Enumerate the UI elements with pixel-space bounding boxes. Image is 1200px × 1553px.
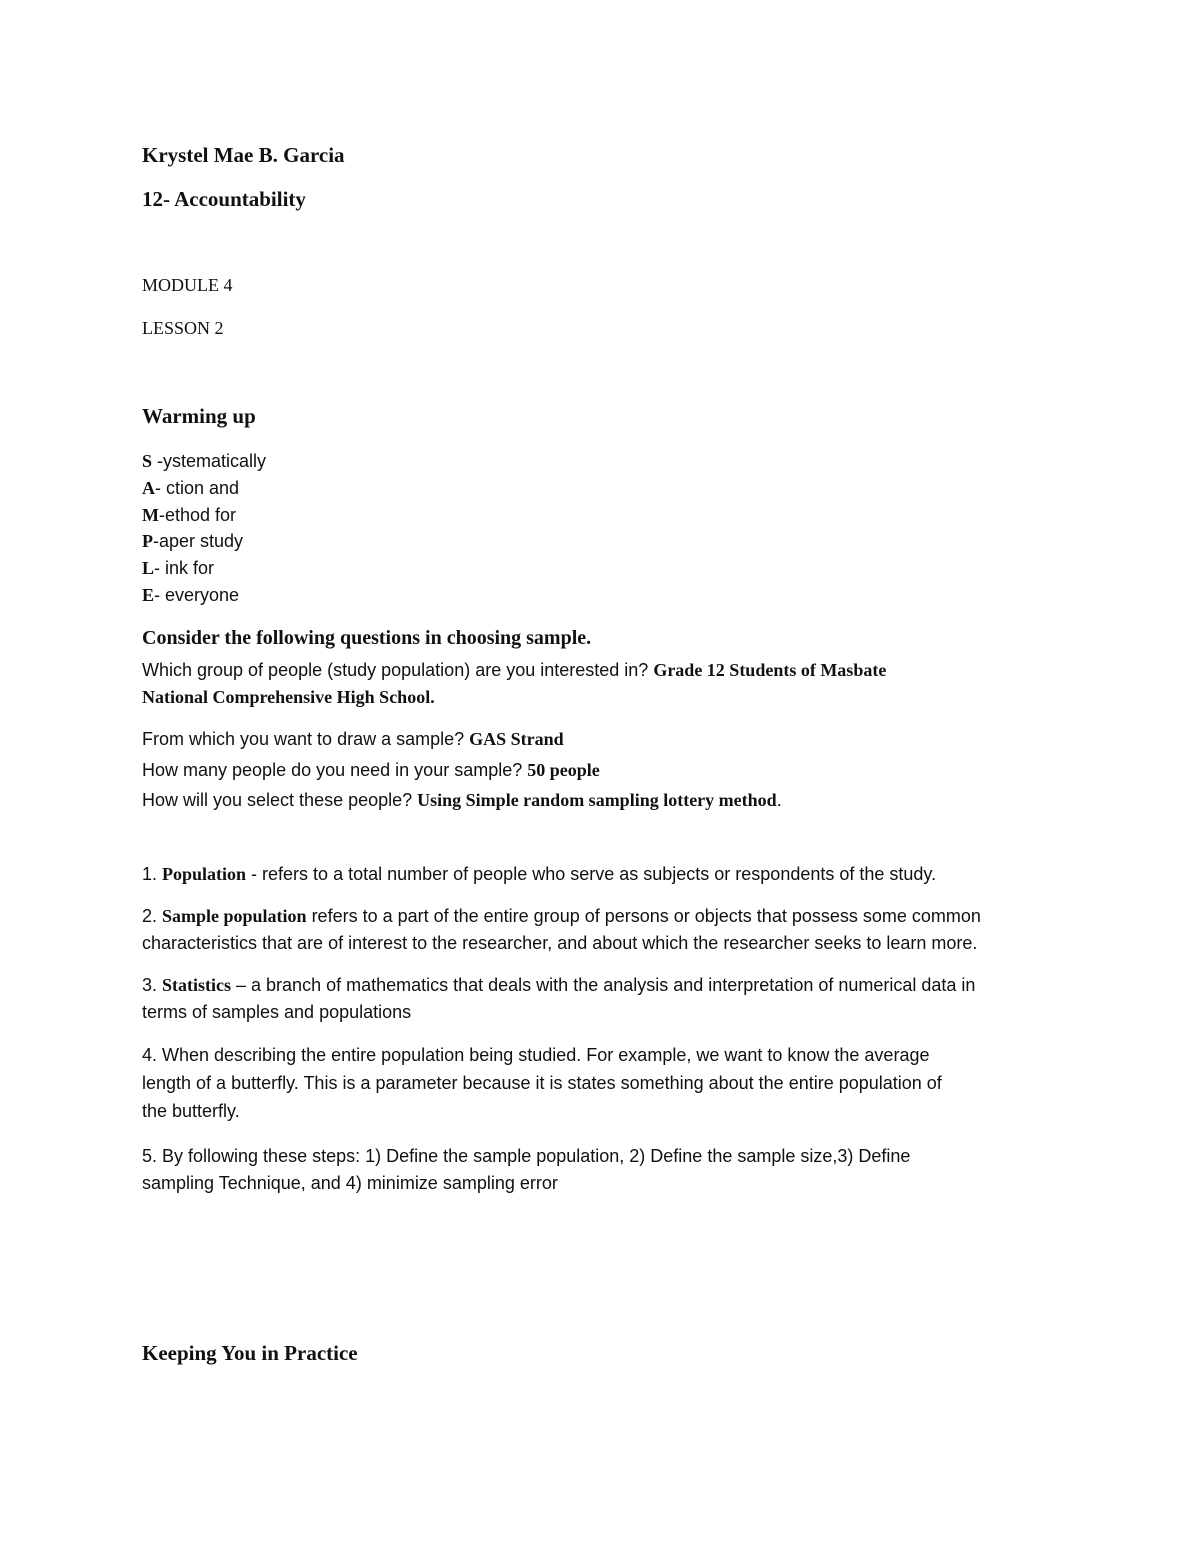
acrostic-rest: - ction and <box>155 478 240 498</box>
question-1 <box>142 660 886 681</box>
answer-text: 50 people <box>527 760 600 780</box>
item-text: refers to a part of the entire group of persons or objects that possess some common <box>306 906 981 926</box>
module-label: MODULE 4 <box>142 275 233 295</box>
item-term: Statistics <box>162 975 232 995</box>
item-4-line-2: length of a butterfly. This is a parameter because it is states something about the entire population of <box>142 1073 942 1093</box>
acrostic-letter: M <box>142 505 159 525</box>
item-2-continued: characteristics that are of interest to the researcher, and about which the researcher seeks to learn more. <box>142 933 978 953</box>
answer-text: GAS Strand <box>469 729 564 749</box>
lesson-label: LESSON 2 <box>142 318 224 338</box>
acrostic-letter: E <box>142 585 155 605</box>
acrostic-line <box>142 585 239 606</box>
keeping-practice-heading: Keeping You in Practice <box>142 1341 358 1365</box>
question-text: How will you select these people? <box>142 790 418 810</box>
acrostic-line <box>142 451 266 472</box>
item-4-line-3: the butterfly. <box>142 1101 240 1121</box>
question-text: How many people do you need in your sample? <box>142 760 528 780</box>
acrostic-rest: - ink for <box>154 558 215 578</box>
question-text: Which group of people (study population) are you interested in? <box>142 660 654 680</box>
answer-1-continued: National Comprehensive High School. <box>142 687 435 707</box>
answer-period: . <box>776 790 782 810</box>
acrostic-line <box>142 531 243 552</box>
acrostic-rest: -ethod for <box>159 505 237 525</box>
acrostic-line <box>142 505 236 526</box>
question-2 <box>142 729 564 750</box>
item-3 <box>142 975 975 996</box>
item-number: 1. <box>142 864 163 884</box>
question-text: From which you want to draw a sample? <box>142 729 470 749</box>
acrostic-rest: - everyone <box>154 585 240 605</box>
acrostic-letter: P <box>142 531 153 551</box>
acrostic-line <box>142 478 239 499</box>
answer-text: Grade 12 Students of Masbate <box>653 660 887 680</box>
item-3-continued: terms of samples and populations <box>142 1002 412 1022</box>
warming-up-heading: Warming up <box>142 404 256 428</box>
item-text: - refers to a total number of people who serve as subjects or respondents of the study. <box>246 864 937 884</box>
item-5-line-1: 5. By following these steps: 1) Define the sample population, 2) Define the sample size,3) Define <box>142 1146 911 1166</box>
question-4 <box>142 790 782 811</box>
class-section: 12- Accountability <box>142 187 306 211</box>
answer-text: Using Simple random sampling lottery method <box>417 790 777 810</box>
acrostic-letter: A <box>142 478 155 498</box>
item-term: Sample population <box>162 906 307 926</box>
author-name: Krystel Mae B. Garcia <box>142 143 345 167</box>
item-2 <box>142 906 981 927</box>
acrostic-letter: S <box>142 451 153 471</box>
acrostic-rest: -ystematically <box>152 451 267 471</box>
item-text: – a branch of mathematics that deals with the analysis and interpretation of numerical data in <box>231 975 976 995</box>
item-5-line-2: sampling Technique, and 4) minimize sampling error <box>142 1173 558 1193</box>
question-3 <box>142 760 600 781</box>
acrostic-letter: L <box>142 558 155 578</box>
item-number: 3. <box>142 975 163 995</box>
consider-heading: Consider the following questions in choosing sample. <box>142 627 592 649</box>
item-4-line-1: 4. When describing the entire population being studied. For example, we want to know the average <box>142 1045 930 1065</box>
acrostic-line <box>142 558 214 579</box>
item-1 <box>142 864 936 885</box>
item-number: 2. <box>142 906 163 926</box>
item-term: Population <box>162 864 247 884</box>
acrostic-rest: -aper study <box>153 531 244 551</box>
